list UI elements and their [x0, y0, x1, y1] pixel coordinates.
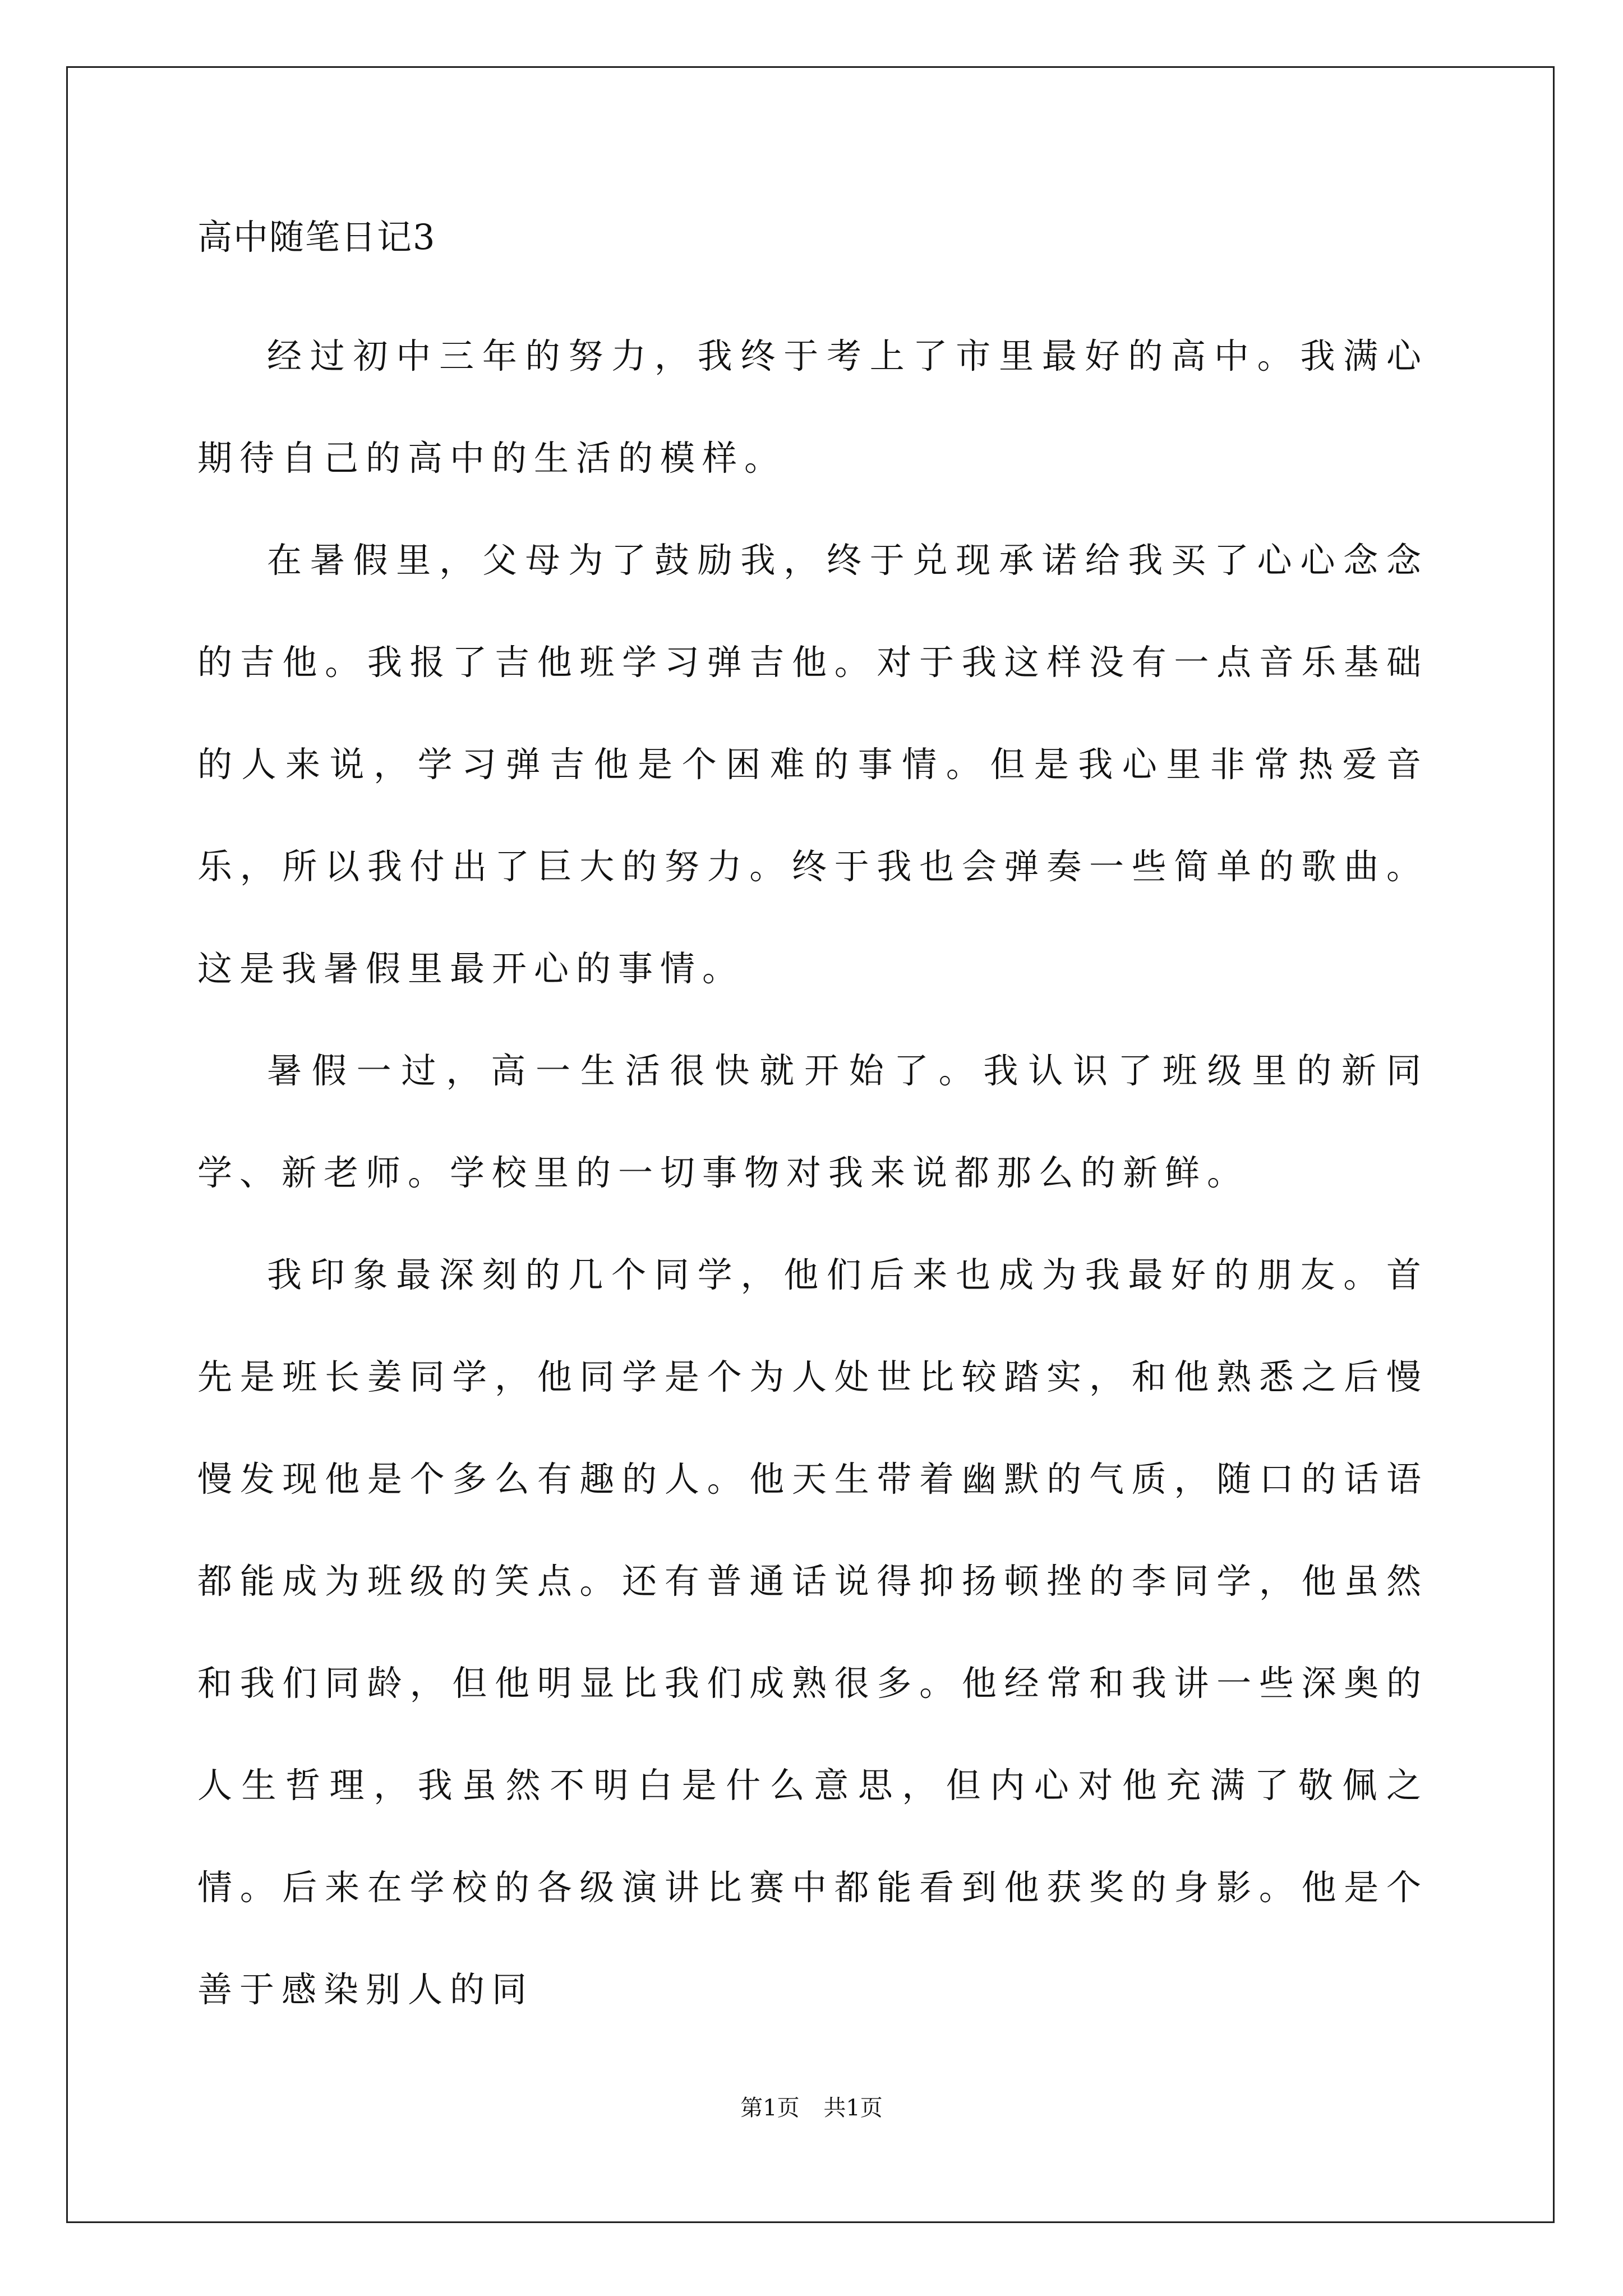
page-total: 共1页 [823, 2095, 883, 2121]
page-number: 第1页 [740, 2095, 800, 2121]
paragraph: 在暑假里，父母为了鼓励我，终于兑现承诺给我买了心心念念的吉他。我报了吉他班学习弹吉他。对于我这样没有一点音乐基础的人来说，学习弹吉他是个困难的事情。但是我心里非常热爱音乐，所以我付出了巨大的努力。终于我也会弹奏一些简单的歌曲。这是我暑假里最开心的事情。 [197, 540, 1428, 989]
paragraph: 暑假一过，高一生活很快就开始了。我认识了班级里的新同学、新老师。学校里的一切事物对我来说都那么的新鲜。 [197, 1050, 1428, 1193]
paragraph: 经过初中三年的努力，我终于考上了市里最好的高中。我满心期待自己的高中的生活的模样。 [197, 335, 1428, 478]
document-body [197, 217, 1428, 2041]
paragraph: 我印象最深刻的几个同学，他们后来也成为我最好的朋友。首先是班长姜同学，他同学是个为人处世比较踏实，和他熟悉之后慢慢发现他是个多么有趣的人。他天生带着幽默的气质，随口的话语都能成为班级的笑点。还有普通话说得抑扬顿挫的李同学，他虽然和我们同龄，但他明显比我们成熟很多。他经常和我讲一些深奥的人生哲理，我虽然不明白是什么意思，但内心对他充满了敬佩之情。后来在学校的各级演讲比赛中都能看到他获奖的身影。他是个善于感染别人的同 [197, 1254, 1428, 2010]
page-footer [0, 2097, 1623, 2119]
document-title: 高中随笔日记3 [197, 217, 436, 257]
